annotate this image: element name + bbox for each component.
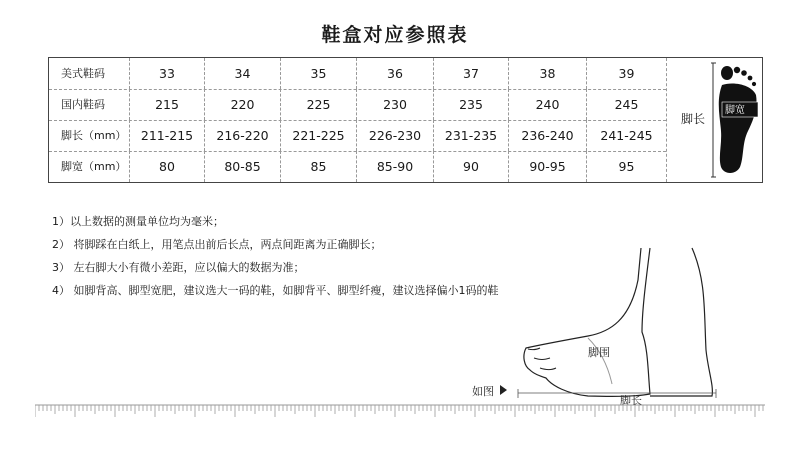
- note-item: 2） 将脚踩在白纸上，用笔点出前后长点，两点间距离为正确脚长；: [52, 238, 382, 251]
- table-cell: 38: [509, 58, 587, 89]
- girth-label: 脚围: [588, 346, 610, 359]
- table-cell: 216-220: [205, 120, 281, 151]
- table-cell: 39: [618, 66, 635, 81]
- table-cell: 85: [281, 151, 357, 182]
- table-cell: 221-225: [281, 120, 357, 151]
- row-label: 脚长（mm）: [49, 120, 130, 151]
- table-cell: 226-230: [357, 120, 434, 151]
- table-row: [49, 120, 666, 152]
- size-table: [48, 57, 763, 183]
- table-cell: 37: [434, 58, 509, 89]
- row-label: 脚宽（mm）: [49, 151, 130, 182]
- note-item: 1）以上数据的测量单位均为毫米；: [52, 215, 224, 228]
- table-cell: 241-245: [600, 128, 653, 143]
- table-cell: 225: [281, 89, 357, 120]
- table-cell: 95: [618, 159, 635, 174]
- heel-outline: [650, 248, 712, 396]
- row-label: 美式鞋码: [49, 58, 130, 89]
- table-cell: 34: [205, 58, 281, 89]
- table-row: [49, 151, 666, 182]
- table-cell: 215: [130, 89, 205, 120]
- table-cell: 231-235: [434, 120, 509, 151]
- foot-outline-icon: [710, 61, 760, 179]
- table-cell: 90: [434, 151, 509, 182]
- note-item: 3） 左右脚大小有微小差距，应以偏大的数据为准；: [52, 261, 305, 274]
- table-cell: 80: [130, 151, 205, 182]
- table-cell: 236-240: [509, 120, 587, 151]
- size-grid: [49, 58, 666, 182]
- foot-measure-figure: [470, 240, 740, 410]
- note-item: 4） 如脚背高、脚型宽肥，建议选大一码的鞋，如脚背平、脚型纤瘦，建议选择偏小1码的鞋: [52, 284, 499, 297]
- table-cell: 85-90: [357, 151, 434, 182]
- foot-side-outline: [524, 248, 650, 396]
- table-cell: 230: [357, 89, 434, 120]
- foot-diagram-column: [666, 58, 763, 182]
- as-shown-label: 如图: [472, 385, 494, 398]
- table-row: [49, 58, 666, 90]
- table-cell: 235: [434, 89, 509, 120]
- table-cell: 211-215: [130, 120, 205, 151]
- table-row: [49, 89, 666, 121]
- foot-length-label: 脚长: [681, 112, 706, 126]
- table-cell: 36: [357, 58, 434, 89]
- page-title: 鞋盒对应参照表: [321, 24, 469, 46]
- foot-width-label: 脚宽: [725, 105, 745, 116]
- table-cell: 90-95: [509, 151, 587, 182]
- table-cell: 33: [130, 58, 205, 89]
- table-cell: 220: [205, 89, 281, 120]
- arrow-right-icon: [500, 385, 507, 395]
- ruler: [35, 404, 765, 418]
- notes-list: [52, 210, 499, 302]
- table-cell: 245: [614, 97, 639, 112]
- table-cell: 80-85: [205, 151, 281, 182]
- table-cell: 240: [509, 89, 587, 120]
- figure-length-label: 脚长: [620, 394, 642, 407]
- row-label: 国内鞋码: [49, 89, 130, 120]
- table-cell: 35: [281, 58, 357, 89]
